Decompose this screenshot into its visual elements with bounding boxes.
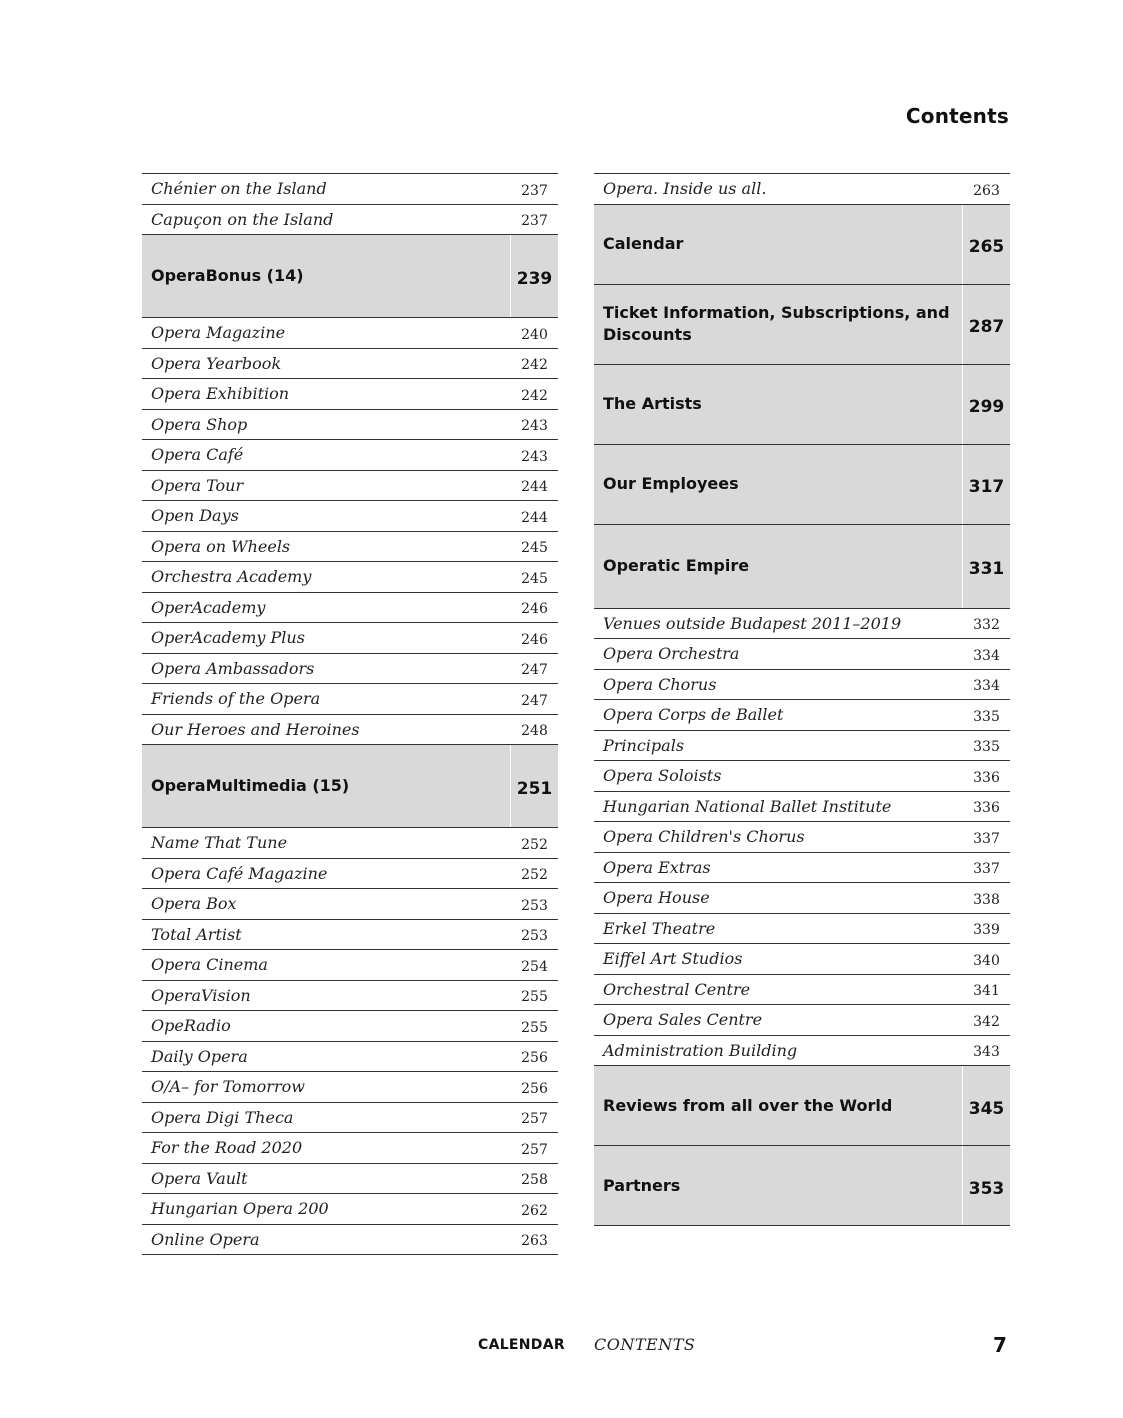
toc-entry-title: Opera on Wheels — [151, 536, 291, 556]
toc-entry-title: Open Days — [151, 506, 239, 526]
toc-entry-row — [142, 379, 558, 410]
toc-page-number: 253 — [510, 889, 558, 919]
toc-entry-row — [594, 731, 1010, 762]
toc-entry-row — [142, 205, 558, 236]
toc-page-number: 258 — [510, 1164, 558, 1194]
toc-entry-title: Opera Ambassadors — [151, 658, 315, 678]
toc-section-title: Reviews from all over the World — [603, 1095, 893, 1115]
toc-page-number: 252 — [510, 828, 558, 858]
toc-entry-title: Name That Tune — [151, 833, 288, 853]
toc-entry-row — [142, 501, 558, 532]
toc-page-number: 247 — [510, 684, 558, 714]
toc-entry-title: OperaVision — [151, 985, 251, 1005]
toc-page-number: 244 — [510, 501, 558, 531]
toc-page-number: 244 — [510, 471, 558, 501]
toc-section-row — [594, 365, 1010, 445]
toc-page-number: 245 — [510, 562, 558, 592]
toc-entry-row — [594, 761, 1010, 792]
toc-page-number: 245 — [510, 532, 558, 562]
toc-entry-title: OperAcademy — [151, 597, 266, 617]
toc-entry-row — [142, 532, 558, 563]
toc-entry-row — [142, 828, 558, 859]
toc-page-number: 256 — [510, 1042, 558, 1072]
toc-page-number: 337 — [962, 822, 1010, 852]
toc-entry-title: Opera Vault — [151, 1168, 248, 1188]
toc-entry-title: Orchestral Centre — [603, 979, 751, 999]
toc-entry-row — [594, 1036, 1010, 1067]
toc-page-number: 335 — [962, 700, 1010, 730]
toc-entry-row — [142, 1225, 558, 1256]
toc-entry-row — [594, 1005, 1010, 1036]
toc-section-title: Ticket Information, Subscriptions, and Discounts — [603, 303, 950, 344]
toc-entry-row — [142, 562, 558, 593]
toc-entry-title: Opera Orchestra — [603, 644, 740, 664]
toc-page-number: 340 — [962, 944, 1010, 974]
toc-entry-row — [142, 920, 558, 951]
footer-chapter-label: CONTENTS — [594, 1335, 696, 1354]
toc-section-title: OperaBonus (14) — [151, 266, 304, 285]
toc-section-row — [594, 525, 1010, 609]
toc-entry-row — [594, 700, 1010, 731]
toc-page-number: 242 — [510, 349, 558, 379]
toc-right-column — [594, 173, 1010, 1226]
toc-entry-title: Opera Yearbook — [151, 353, 282, 373]
toc-entry-title: Opera Magazine — [151, 323, 286, 343]
toc-entry-title: Hungarian Opera 200 — [151, 1199, 329, 1219]
toc-entry-row — [594, 853, 1010, 884]
toc-entry-row — [142, 715, 558, 746]
toc-entry-title: Total Artist — [151, 924, 242, 944]
toc-entry-row — [594, 174, 1010, 205]
toc-page-number: 336 — [962, 761, 1010, 791]
toc-section-row — [142, 745, 558, 828]
toc-page-number: 331 — [962, 525, 1010, 608]
toc-entry-row — [142, 950, 558, 981]
toc-entry-row — [142, 349, 558, 380]
toc-entry-row — [142, 471, 558, 502]
toc-entry-row — [594, 639, 1010, 670]
toc-page-number: 345 — [962, 1066, 1010, 1145]
toc-entry-title: Hungarian National Ballet Institute — [603, 796, 892, 816]
footer-section-label: CALENDAR — [478, 1337, 565, 1353]
toc-entry-row — [142, 410, 558, 441]
toc-section-row — [594, 1066, 1010, 1146]
toc-page-number: 255 — [510, 981, 558, 1011]
toc-entry-row — [142, 654, 558, 685]
toc-entry-row — [142, 1133, 558, 1164]
toc-section-title: Partners — [603, 1175, 681, 1195]
toc-page-number: 251 — [510, 745, 558, 827]
toc-page-number: 338 — [962, 883, 1010, 913]
toc-entry-row — [594, 609, 1010, 640]
toc-entry-row — [142, 1164, 558, 1195]
toc-entry-row — [594, 883, 1010, 914]
toc-entry-title: OperAcademy Plus — [151, 628, 305, 648]
toc-entry-row — [142, 1072, 558, 1103]
toc-entry-title: Opera Shop — [151, 414, 248, 434]
toc-section-title: The Artists — [603, 394, 702, 413]
toc-page-number: 246 — [510, 593, 558, 623]
toc-page-number: 257 — [510, 1133, 558, 1163]
toc-left-column — [142, 173, 558, 1255]
toc-entry-row — [142, 1103, 558, 1134]
toc-entry-title: Venues outside Budapest 2011–2019 — [603, 613, 902, 633]
toc-page-number: 254 — [510, 950, 558, 980]
toc-entry-title: Opera Box — [151, 894, 237, 914]
toc-page-number: 287 — [962, 285, 1010, 364]
toc-entry-title: Opera Tour — [151, 475, 244, 495]
toc-section-row — [594, 1146, 1010, 1226]
toc-page-number: 242 — [510, 379, 558, 409]
toc-entry-row — [142, 889, 558, 920]
toc-entry-title: Daily Opera — [151, 1046, 248, 1066]
toc-page-number: 246 — [510, 623, 558, 653]
toc-entry-title: Opera Sales Centre — [603, 1010, 763, 1030]
toc-entry-row — [142, 1011, 558, 1042]
toc-page-number: 263 — [962, 174, 1010, 204]
toc-entry-title: Opera Chorus — [603, 674, 717, 694]
toc-section-row — [594, 445, 1010, 525]
toc-entry-title: Opera House — [603, 888, 710, 908]
toc-section-title: Our Employees — [603, 474, 739, 493]
toc-entry-title: Administration Building — [603, 1040, 798, 1060]
toc-entry-title: OpeRadio — [151, 1016, 231, 1036]
toc-page-number: 237 — [510, 174, 558, 204]
toc-entry-row — [594, 792, 1010, 823]
toc-page-number: 247 — [510, 654, 558, 684]
toc-entry-title: Orchestra Academy — [151, 567, 312, 587]
toc-entry-row — [142, 684, 558, 715]
toc-page-number: 252 — [510, 859, 558, 889]
toc-entry-row — [142, 593, 558, 624]
toc-page-number: 337 — [962, 853, 1010, 883]
toc-entry-row — [594, 914, 1010, 945]
toc-page-number: 263 — [510, 1225, 558, 1255]
toc-section-title: OperaMultimedia (15) — [151, 776, 350, 795]
toc-entry-title: Opera Cinema — [151, 955, 268, 975]
toc-page-number: 317 — [962, 445, 1010, 524]
toc-page-number: 336 — [962, 792, 1010, 822]
toc-page-number: 248 — [510, 715, 558, 745]
toc-entry-title: Capuçon on the Island — [151, 209, 334, 229]
toc-entry-row — [142, 859, 558, 890]
toc-entry-title: Opera. Inside us all. — [603, 179, 767, 199]
toc-page-number: 262 — [510, 1194, 558, 1224]
toc-page-number: 342 — [962, 1005, 1010, 1035]
toc-page-number: 339 — [962, 914, 1010, 944]
toc-page-number: 332 — [962, 609, 1010, 639]
toc-section-row — [594, 285, 1010, 365]
toc-entry-title: Friends of the Opera — [151, 689, 321, 709]
toc-entry-title: Opera Soloists — [603, 766, 722, 786]
toc-page-number: 243 — [510, 440, 558, 470]
toc-section-row — [142, 235, 558, 318]
toc-entry-row — [142, 1042, 558, 1073]
toc-page-number: 353 — [962, 1146, 1010, 1225]
footer-page-number: 7 — [993, 1333, 1007, 1357]
toc-entry-row — [594, 822, 1010, 853]
toc-entry-row — [142, 440, 558, 471]
toc-entry-title: Principals — [603, 735, 685, 755]
toc-page-number: 343 — [962, 1036, 1010, 1066]
toc-page-number: 265 — [962, 205, 1010, 284]
toc-entry-title: Opera Café Magazine — [151, 863, 328, 883]
toc-page-number: 255 — [510, 1011, 558, 1041]
page-title: Contents — [905, 104, 1009, 128]
toc-entry-title: For the Road 2020 — [151, 1138, 303, 1158]
toc-entry-title: Opera Corps de Ballet — [603, 705, 784, 725]
toc-entry-title: Opera Digi Theca — [151, 1107, 294, 1127]
toc-page-number: 334 — [962, 670, 1010, 700]
page-footer — [0, 1334, 1123, 1358]
toc-entry-title: Our Heroes and Heroines — [151, 719, 360, 739]
toc-section-row — [594, 205, 1010, 285]
toc-page-number: 253 — [510, 920, 558, 950]
toc-page-number: 243 — [510, 410, 558, 440]
toc-page-number: 237 — [510, 205, 558, 235]
toc-entry-title: Opera Extras — [603, 857, 711, 877]
toc-page-number: 257 — [510, 1103, 558, 1133]
toc-entry-title: Opera Children's Chorus — [603, 827, 805, 847]
toc-entry-title: Chénier on the Island — [151, 179, 327, 199]
toc-entry-title: Opera Exhibition — [151, 384, 290, 404]
toc-section-title: Calendar — [603, 234, 684, 253]
toc-page-number: 239 — [510, 235, 558, 317]
toc-entry-row — [142, 174, 558, 205]
toc-entry-row — [142, 981, 558, 1012]
toc-page-number: 341 — [962, 975, 1010, 1005]
toc-section-title: Operatic Empire — [603, 556, 750, 575]
toc-entry-row — [142, 318, 558, 349]
toc-entry-row — [142, 623, 558, 654]
toc-page-number: 299 — [962, 365, 1010, 444]
toc-entry-title: Eiffel Art Studios — [603, 949, 743, 969]
toc-entry-row — [594, 670, 1010, 701]
toc-entry-title: Opera Café — [151, 445, 244, 465]
toc-page-number: 335 — [962, 731, 1010, 761]
toc-entry-title: O/A– for Tomorrow — [151, 1077, 305, 1097]
toc-page-number: 334 — [962, 639, 1010, 669]
toc-entry-row — [142, 1194, 558, 1225]
toc-page-number: 240 — [510, 318, 558, 348]
toc-page-number: 256 — [510, 1072, 558, 1102]
toc-entry-row — [594, 944, 1010, 975]
toc-entry-title: Online Opera — [151, 1229, 260, 1249]
toc-entry-row — [594, 975, 1010, 1006]
toc-entry-title: Erkel Theatre — [603, 918, 716, 938]
